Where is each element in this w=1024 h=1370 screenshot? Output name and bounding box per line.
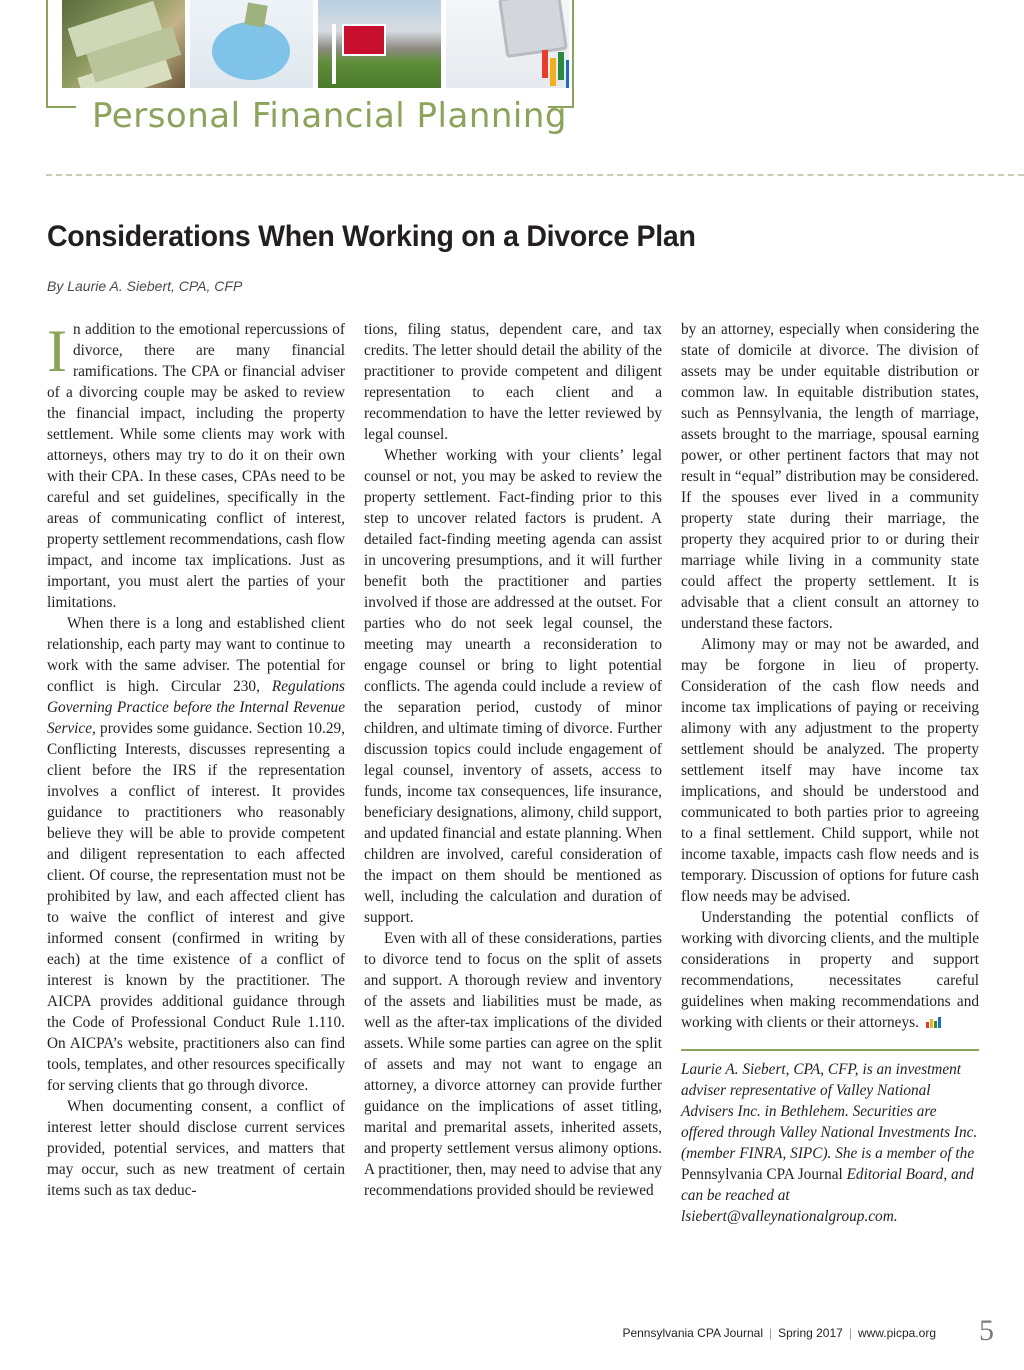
- bio-divider: [681, 1049, 979, 1051]
- article-title: Considerations When Working on a Divorce Plan: [47, 220, 696, 253]
- section-title: Personal Financial Planning: [92, 96, 567, 136]
- dashed-divider: [46, 174, 1024, 176]
- article-column-3: [681, 319, 979, 1227]
- page-footer: Pennsylvania CPA Journal | Spring 2017 | www.picpa.org: [622, 1326, 936, 1340]
- circular-230-title: Regulations Governing Practice before the Internal Revenue Service: [47, 678, 345, 737]
- paragraph: Whether working with your clients’ legal counsel or not, you may be asked to review the property settlement. Fact-finding prior to this step to uncover related factors is prudent. A detailed fact-finding meeting agenda can assist in uncovering presumptions, and it will further benefit both the practitioner and parties involved if those are addressed at the outset. For parties who do not seek legal counsel, the meeting may unearth a reconsideration to engage counsel or bring to light potential conflicts. The agenda could include a review of the separation period, custody of minor children, and ultimate timing of divorce. Further discussion topics could include engagement of legal counsel, inventory of assets, access to funds, income tax consequences, life insurance, beneficiary designations, alimony, child support, and updated financial and estate planning. When children are involved, careful consideration of the impact on them should be mentioned as well, including the calculation and duration of support.: [364, 447, 662, 926]
- byline: By Laurie A. Siebert, CPA, CFP: [47, 278, 243, 294]
- money-photo: [62, 0, 185, 88]
- piggy-bank-photo: [190, 0, 313, 88]
- paragraph: tions, filing status, dependent care, and tax credits. The letter should detail the ability of the practitioner to provide competent and diligent representation to each client and a recommendation to have the letter reviewed by legal counsel.: [364, 321, 662, 443]
- drop-cap: I: [47, 318, 67, 384]
- paragraph: When there is a long and established client relationship, each party may want to continue to work with the same adviser. The potential for conflict is high. Circular 230, Regulations Governing Practice before the Internal Revenue Service, provides some guidance. Section 10.29, Conflicting Interests, discusses representing a client before the IRS if the representation involves a conflict of interest. It provides guidance to practitioners who reasonably believe they will be able to provide competent and diligent representation to each affected client. Of course, the representation must not be prohibited by law, and each affected client has to waive the conflict of interest and give informed consent (confirmed in writing by each) at the time existence of a conflict of interest is known by the practitioner. The AICPA provides additional guidance through the Code of Professional Conduct Rule 1.110. On AICPA’s website, practitioners also can find tools, templates, and other resources specifically for serving clients that go through divorce.: [47, 615, 345, 1094]
- footer-issue: Spring 2017: [778, 1326, 843, 1340]
- author-bio: Laurie A. Siebert, CPA, CFP, is an investment adviser representative of Valley National Advisers Inc. in Bethlehem. Securities are offered through Valley National Investments Inc. (member FINRA, SIPC). She is a member of the Pennsylvania CPA Journal Editorial Board, and can be reached at lsiebert@valleynationalgroup.com.: [681, 1061, 978, 1225]
- journal-name: Pennsylvania CPA Journal: [681, 1166, 843, 1183]
- calculator-chart-photo: [446, 0, 569, 88]
- paragraph: Even with all of these considerations, parties to divorce tend to focus on the split of assets and support. A thorough review and inventory of the assets and liabilities must be made, as well as the after-tax implications of the divided assets. While some parties can agree on the split of assets and may not want to engage an attorney, a divorce attorney can provide further guidance on the implications of asset titling, marital and premarital assets, inherited assets, and property settlement versus alimony options. A practitioner, then, may need to advise that any recommendations provided should be reviewed: [364, 930, 662, 1199]
- header-frame-right: [572, 0, 574, 108]
- for-sale-house-photo: [318, 0, 441, 88]
- paragraph: Understanding the potential conflicts of working with divorcing clients, and the multiple considerations in property and support recommendations, necessitates careful guidelines when making recommendations and working with clients or their attorneys.: [681, 909, 979, 1031]
- header-frame-left: [46, 0, 48, 108]
- article-column-1: [47, 319, 345, 1201]
- paragraph: by an attorney, especially when considering the state of domicile at divorce. The division of assets may be under equitable distribution or common law. In equitable distribution states, such as Pennsylvania, the length of marriage, assets brought to the marriage, spousal earning power, or other pertinent factors that may not result in “equal” distribution may be considered. If the spouses ever lived in a community property state during their marriage, the property they acquired prior to or during their marriage while living in a community state could affect the property settlement. It is advisable that a client consult an attorney to understand these factors.: [681, 321, 979, 632]
- end-of-article-icon: [925, 1016, 943, 1028]
- paragraph: Alimony may or may not be awarded, and may be forgone in lieu of property. Consideration of the cash flow needs and income tax implications of paying or receiving alimony with any adjustment to the property settlement should be analyzed. The property settlement itself may have income tax implications, and should be understood and communicated to both parties prior to agreeing to a final settlement. Child support, while not income taxable, impacts cash flow needs and is temporary. Discussion of options for future cash flow needs may be advised.: [681, 636, 979, 905]
- footer-journal: Pennsylvania CPA Journal: [622, 1326, 763, 1340]
- article-column-2: [364, 319, 662, 1201]
- footer-url[interactable]: www.picpa.org: [857, 1326, 936, 1340]
- paragraph: When documenting consent, a conflict of interest letter should disclose current services provided, potential services, and matters that may occur, such as new treatment of certain items such as tax deduc-: [47, 1098, 345, 1199]
- header-frame-bottom-left: [46, 106, 76, 108]
- paragraph: In addition to the emotional repercussions of divorce, there are many financial ramifications. The CPA or financial adviser of a divorcing couple may be asked to review the financial impact, including the property settlement. While some clients may work with attorneys, others may try to do it on their own with their CPA. In these cases, CPAs need to be careful and set guidelines, specifically in the areas of communicating conflict of interest, property settlement recommendations, cash flow impact, and income tax implications. Just as important, you must alert the parties of your limitations.: [47, 318, 345, 611]
- header-photo-strip: [62, 0, 569, 88]
- page-number: 5: [979, 1314, 994, 1347]
